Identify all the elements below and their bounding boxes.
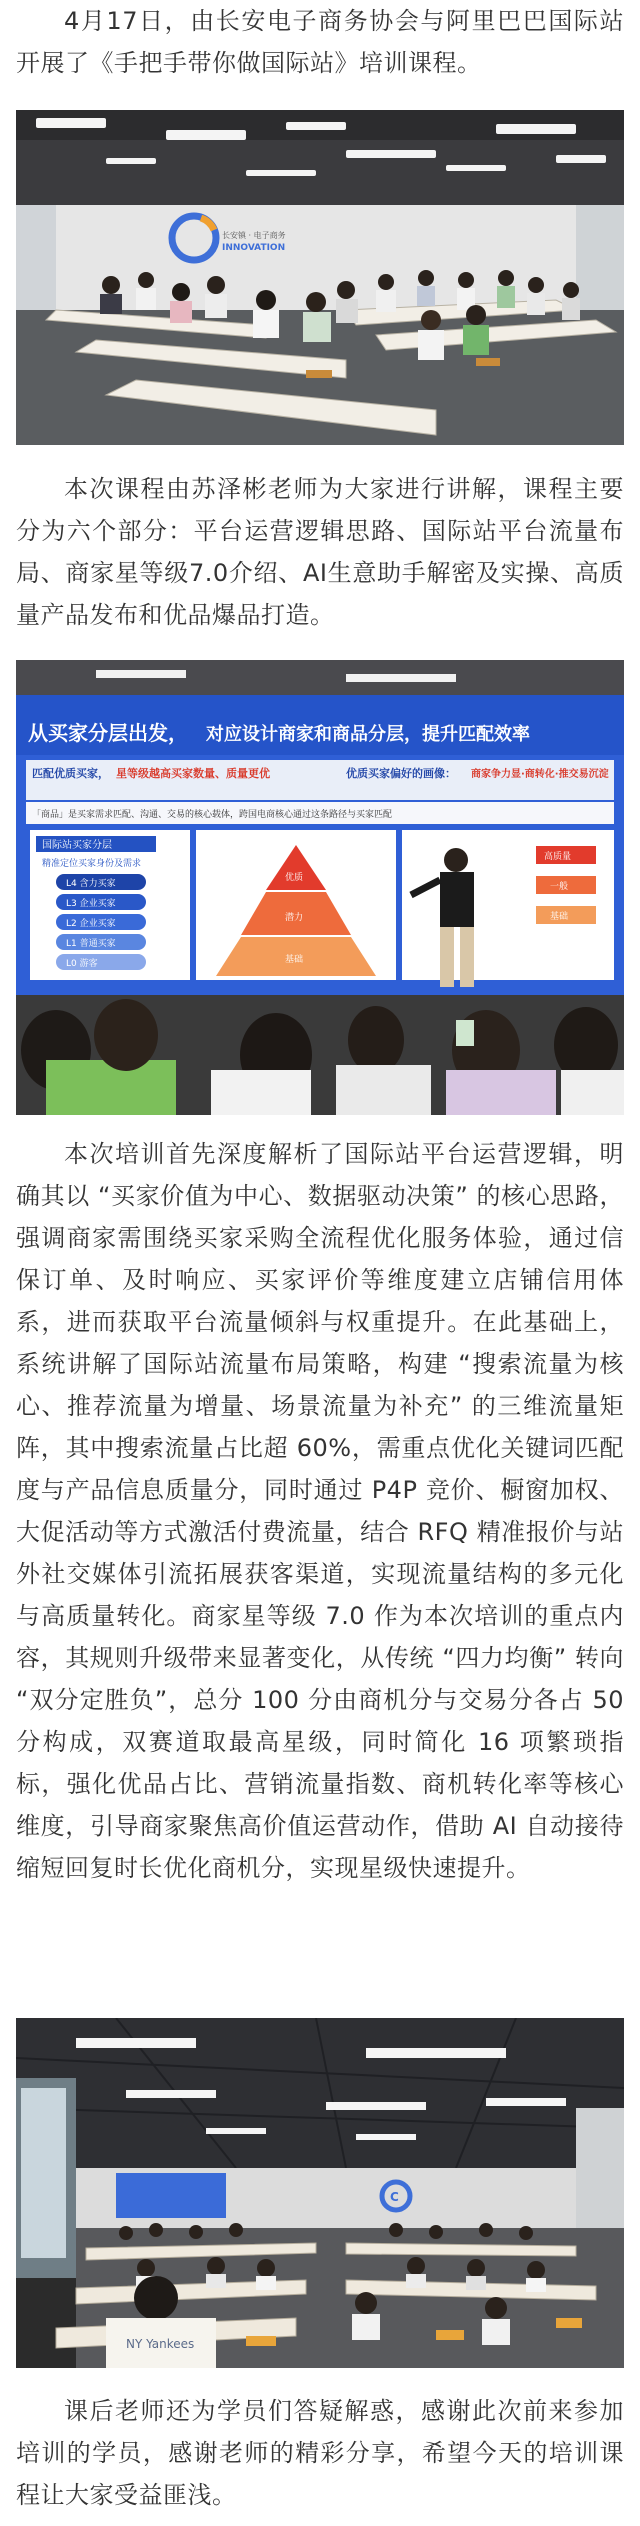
svg-text:潜力: 潜力 bbox=[285, 913, 304, 923]
svg-text:国际站买家分层: 国际站买家分层 bbox=[42, 840, 112, 851]
svg-text:长安镇 · 电子商务: 长安镇 · 电子商务 bbox=[222, 231, 286, 240]
svg-text:「商品」是买家需求匹配、沟通、交易的核心载体，跨国电商核心通: 「商品」是买家需求匹配、沟通、交易的核心载体，跨国电商核心通过这条路径与买家匹配 bbox=[32, 810, 393, 820]
svg-text:一般: 一般 bbox=[550, 882, 569, 892]
intro-paragraph: 4月17日，由长安电子商务协会与阿里巴巴国际站开展了《手把手带你做国际站》培训课程。 bbox=[16, 7, 624, 77]
lecture-slide-photo bbox=[16, 660, 624, 1115]
right-tags bbox=[536, 846, 596, 924]
svg-text:L1 普通买家: L1 普通买家 bbox=[66, 939, 116, 949]
svg-text:基础: 基础 bbox=[285, 955, 304, 965]
classroom-photo-1 bbox=[16, 110, 624, 445]
closing-paragraph: 课后老师还为学员们答疑解惑，感谢此次前来参加培训的学员，感谢老师的精彩分享，希望今天的培训课程让大家受益匪浅。 bbox=[16, 2397, 624, 2509]
slide-title-right: 对应设计商家和商品分层，提升匹配效率 bbox=[206, 724, 530, 745]
svg-text:L2 企业买家: L2 企业买家 bbox=[66, 919, 116, 929]
slide-title-left: 从买家分层出发， bbox=[28, 721, 188, 745]
svg-text:基础: 基础 bbox=[550, 912, 569, 922]
svg-text:L4 含力买家: L4 含力买家 bbox=[66, 879, 116, 889]
svg-text:NY Yankees: NY Yankees bbox=[126, 2337, 195, 2351]
training-detail-paragraph: 本次培训首先深度解析了国际站平台运营逻辑，明确其以 “买家价值为中心、数据驱动决策” 的核心思路，强调商家需围绕买家采购全流程优化服务体验，通过信保订单、及时响应、买家评价等维度建立店铺信用体系，进而获取平台流量倾斜与权重提升。在此基础上，系统讲解了国际站流量布局策略，构建 “搜索流量为核心、推荐流量为增量、场景流量为补充” 的三维流量矩阵，其中搜索流量占比超 60%，需重点优化关键词匹配度与产品信息质量分，同时通过 P4P 竞价、橱窗加权、大促活动等方式激活付费流量，结合 RFQ 精准报价与站外社交媒体引流拓展获客渠道，实现流量结构的多元化与高质量转化。商家星等级 7.0 作为本次培训的重点内容，其规则升级带来显著变化，从传统 “四力均衡” 转向 “双分定胜负”，总分 100 分由商机分与交易分各占 50 分构成，双赛道取最高星级，同时简化 16 项繁琐指标，强化优品占比、营销流量指数、商机转化率等核心维度，引导商家聚焦高价值运营动作，借助 AI 自动接待缩短回复时长优化商机分，实现星级快速提升。 bbox=[16, 1140, 624, 1882]
svg-text:商家争力显·商转化·推交易沉淀: 商家争力显·商转化·推交易沉淀 bbox=[471, 769, 609, 780]
svg-text:精准定位买家身份及需求: 精准定位买家身份及需求 bbox=[42, 859, 142, 869]
svg-text:L0 游客: L0 游客 bbox=[66, 959, 98, 969]
course-outline-paragraph: 本次课程由苏泽彬老师为大家进行讲解，课程主要分为六个部分：平台运营逻辑思路、国际站平台流量布局、商家星等级7.0介绍、AI生意助手解密及实操、高质量产品发布和优品爆品打造。 bbox=[16, 475, 624, 629]
classroom-photo-2 bbox=[16, 2018, 624, 2368]
svg-text:C: C bbox=[390, 2190, 399, 2204]
svg-text:优质买家偏好的画像：: 优质买家偏好的画像： bbox=[346, 767, 456, 780]
svg-text:高质量: 高质量 bbox=[544, 852, 572, 862]
buyer-level-list bbox=[56, 874, 146, 970]
svg-text:星等级越高买家数量、质量更优: 星等级越高买家数量、质量更优 bbox=[116, 767, 270, 780]
svg-text:匹配优质买家，: 匹配优质买家， bbox=[32, 767, 109, 780]
svg-text:优质: 优质 bbox=[285, 873, 304, 883]
svg-text:INNOVATION: INNOVATION bbox=[222, 243, 286, 253]
svg-text:L3 企业买家: L3 企业买家 bbox=[66, 899, 116, 909]
